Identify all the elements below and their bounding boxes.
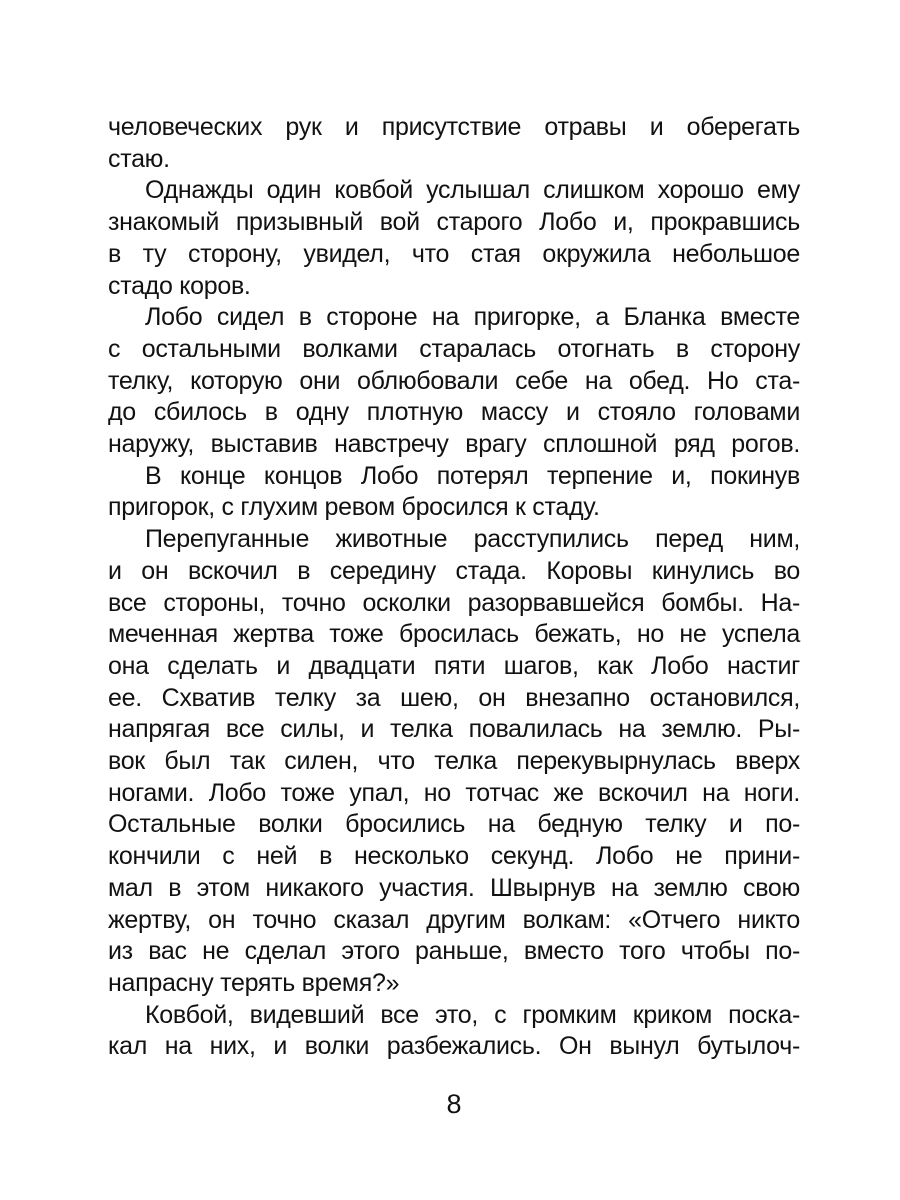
text-line: пригорок, с глухим ревом бросился к стаду.: [108, 493, 600, 522]
text-line: Ковбой, видевший все это, с громким криком поска-: [145, 1000, 800, 1029]
text-line: наружу, выставив навстречу врагу сплошной ряд рогов.: [108, 430, 800, 459]
text-line: жертву, он точно сказал другим волкам: «Отчего никто: [108, 905, 800, 934]
text-line: ногами. Лобо тоже упал, но тотчас же вскочил на ноги.: [108, 778, 800, 807]
text-line: все стороны, точно осколки разорвавшейся бомбы. На-: [108, 588, 800, 617]
text-line: мал в этом никакого участия. Швырнув на землю свою: [108, 873, 800, 902]
text-line: В конце концов Лобо потерял терпение и, покинув: [145, 461, 800, 490]
text-line: она сделать и двадцати пяти шагов, как Лобо настиг: [108, 651, 800, 680]
text-line: знакомый призывный вой старого Лобо и, прокравшись: [108, 208, 800, 237]
text-line: кончили с ней в несколько секунд. Лобо не прини-: [108, 842, 800, 871]
text-line: в ту сторону, увидел, что стая окружила небольшое: [108, 239, 800, 268]
text-line: Однажды один ковбой услышал слишком хорошо ему: [145, 176, 800, 205]
page-number: 8: [446, 1089, 462, 1119]
text-line: телку, которую они облюбовали себе на обед. Но ста-: [108, 366, 800, 395]
text-line: Перепуганные животные расступились перед ним,: [145, 525, 800, 554]
text-line: меченная жертва тоже бросилась бежать, но не успела: [108, 620, 800, 649]
text-line: кал на них, и волки разбежались. Он вынул бутылоч-: [108, 1032, 800, 1061]
text-line: стаю.: [108, 144, 170, 173]
text-line: и он вскочил в середину стада. Коровы кинулись во: [108, 556, 800, 585]
text-line: из вас не сделал этого раньше, вместо того чтобы по-: [108, 937, 800, 966]
text-line: напрягая все силы, и телка повалилась на землю. Ры-: [108, 715, 800, 744]
text-line: ее. Схватив телку за шею, он внезапно остановился,: [108, 683, 800, 712]
text-line: до сбилось в одну плотную массу и стояло головами: [108, 398, 800, 427]
text-line: стадо коров.: [108, 271, 251, 300]
text-line: с остальными волками старалась отогнать в сторону: [108, 334, 800, 363]
text-line: вок был так силен, что телка перекувырнулась вверх: [108, 747, 800, 776]
text-line: человеческих рук и присутствие отравы и оберегать: [108, 113, 800, 141]
text-line: напрасну терять время?»: [108, 968, 400, 997]
text-line: Лобо сидел в стороне на пригорке, а Бланка вместе: [145, 303, 800, 332]
text-line: Остальные волки бросились на бедную телку и по-: [108, 810, 800, 839]
text-block: [108, 112, 800, 1063]
